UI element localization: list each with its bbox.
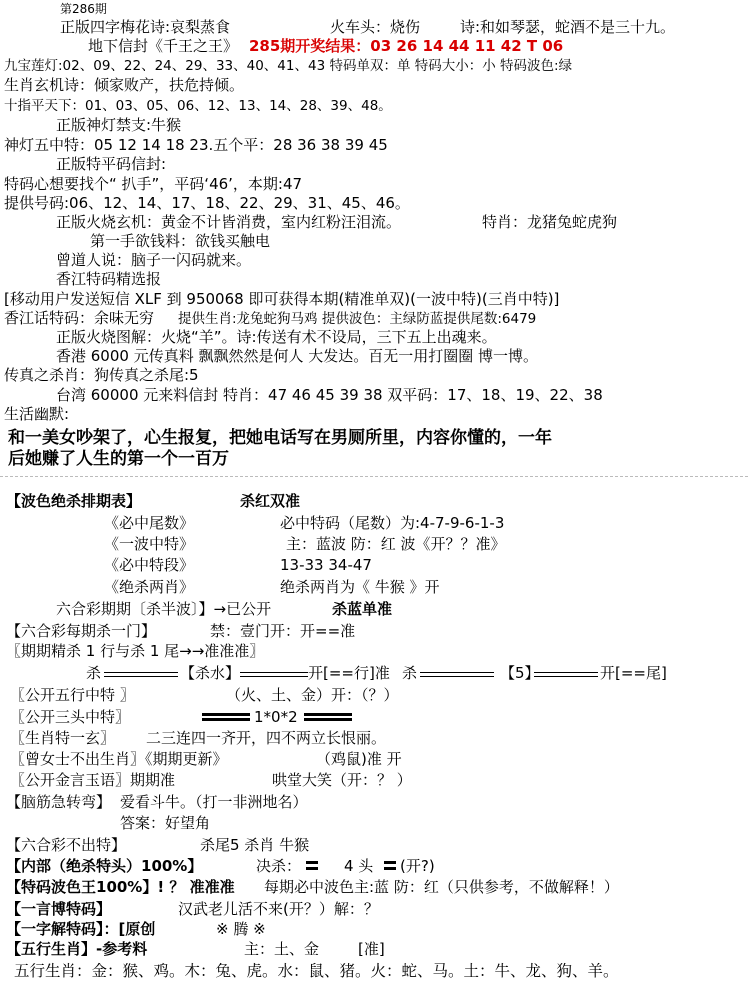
kill-red-double: 杀红双准 — [240, 492, 301, 510]
brain-teaser-answer: 答案：好望角 — [120, 814, 211, 832]
double-line-rule — [104, 664, 178, 682]
zodiac-riddle-line: 生肖玄机诗：倾家败产，扶危持倾。 — [4, 76, 245, 94]
no-special-value: 杀尾5 杀肖 牛猴 — [200, 836, 310, 854]
taiwan-envelope-line: 台湾 60000 元来料信封 特肖：47 46 45 39 38 双平码：17、18、19、22、38 — [56, 386, 603, 404]
kill-two-zodiac-label: 《绝杀两肖》 — [104, 578, 195, 596]
head-open-value: (开?) — [400, 857, 435, 875]
open-element-value: 开[==行]准 — [308, 664, 390, 682]
five-elements-title: 〖公开五行中特 〗 — [10, 686, 135, 704]
ms-zeng-value: （鸡鼠)准 开 — [316, 750, 402, 768]
one-wave-value: 主：蓝波 防：红 波《开？？准》 — [286, 535, 506, 553]
draw-result-banner: 285期开奖结果：03 26 14 44 11 42 T 06 — [249, 37, 564, 55]
one-wave-label: 《一波中特》 — [104, 535, 195, 553]
fax-kill-line: 传真之杀肖：狗传真之杀尾:5 — [4, 366, 199, 384]
three-heads-value: 1*0*2 — [254, 708, 298, 726]
xiangjiang-code-line: 香江话特码：余味无穷 — [4, 309, 155, 327]
double-line-rule — [420, 664, 494, 682]
kill-tail-tag: 【5】 — [500, 664, 540, 682]
fire-riddle-line: 正版火烧玄机：黄金不计皆消费，室内红粉汪泪流。 — [56, 213, 402, 231]
wave-king-title: 【特码波色王100%】! ？ 准准准 — [6, 878, 235, 896]
special-zodiac-line: 特肖：龙猪兔蛇虎狗 — [482, 213, 618, 231]
decisive-kill-label: 决杀： — [256, 857, 302, 875]
five-elements-value: （火、土、金）开：（？） — [226, 686, 399, 704]
humor-text-line-1: 和一美女吵架了，心生报复，把她电话写在男厕所里，内容你懂的，一年 — [8, 428, 552, 448]
humor-text-line-2: 后她赚了人生的第一个一百万 — [8, 449, 229, 469]
zeng-says-line: 曾道人说：脑子一闪码就来。 — [56, 251, 252, 269]
wave-color-table-title: 【波色绝杀排期表】 — [6, 492, 142, 510]
zodiac-mystery-title: 〖生肖特一玄〗 — [10, 729, 116, 747]
kill-two-zodiac-value: 绝杀两肖为《 牛猴 》开 — [280, 578, 440, 596]
ten-fingers-line: 十指平天下：01、03、05、06、12、13、14、28、39、48。 — [4, 98, 392, 114]
section-divider — [0, 476, 748, 477]
five-element-zodiac-list: 五行生肖：金：猴、鸡。木：兔、虎。水：鼠、猪。火：蛇、马。土：牛、龙、狗、羊。 — [14, 962, 619, 980]
three-heads-title: 〖公开三头中特〗 — [10, 708, 131, 726]
kill-blue-single: 杀蓝单准 — [332, 600, 393, 618]
first-hand-line: 第一手欲钱料：欲钱买触电 — [90, 232, 271, 250]
double-line-rule — [534, 664, 598, 682]
ms-zeng-title: 〖曾女士不出生肖〗《期期更新》 — [10, 750, 228, 768]
five-element-zodiac-title: 【五行生肖】-参考料 — [6, 940, 148, 958]
bar-marker — [384, 857, 396, 875]
must-tail-value: 必中特码（尾数）为:4-7-9-6-1-3 — [280, 514, 505, 532]
brain-teaser-question: 爱看斗牛。（打一非洲地名） — [120, 793, 308, 811]
provided-zodiac-line: 提供生肖:龙兔蛇狗马鸡 提供波色：主绿防蓝提供尾数:6479 — [178, 311, 537, 327]
poem-line: 诗:和如琴瑟，蛇酒不是三十九。 — [460, 18, 676, 36]
five-element-zodiac-accurate: [准] — [358, 940, 385, 958]
kill-water-prefix: 杀 — [86, 664, 102, 682]
kill-element-tail-title: 〖期期精杀 1 行与杀 1 尾→→准准准〗 — [6, 642, 265, 660]
zodiac-mystery-value: 二三连四一齐开，四不两立长恨丽。 — [146, 729, 387, 747]
one-char-value: ※ 腾 ※ — [216, 920, 266, 938]
golden-words-title: 〖公开金言玉语〗期期准 — [10, 771, 176, 789]
lamp-five-line: 神灯五中特：05 12 14 18 23.五个平：28 36 38 39 45 — [4, 136, 388, 154]
head-value: 4 头 — [344, 857, 374, 875]
wave-king-value: 每期必中波色主:蓝 防：红（只供参考，不做解释！） — [264, 878, 619, 896]
kill-tail-prefix: 杀 — [402, 664, 418, 682]
hongkong-fax-line: 香港 6000 元传真料 飘飘然然是何人 大发达。百无一用打圈圈 博一博。 — [56, 347, 539, 365]
bar-marker — [306, 857, 318, 875]
kill-water-tag: 【杀水】 — [180, 664, 241, 682]
lamp-ban-line: 正版神灯禁支:牛猴 — [56, 116, 182, 134]
provided-numbers-line: 提供号码:06、12、14、17、18、22、29、31、45、46。 — [4, 194, 410, 212]
must-segment-value: 13-33 34-47 — [280, 556, 372, 574]
special-code-wish-line: 特码心想要找个“ 扒手”，平码‘46’，本期:47 — [4, 175, 303, 193]
must-segment-label: 《必中特段》 — [104, 556, 195, 574]
fire-picture-line: 正版火烧图解：火烧“羊”。诗:传送有术不设局，三下五上出魂来。 — [56, 328, 497, 346]
humor-title: 生活幽默: — [4, 405, 70, 423]
flat-code-envelope-line: 正版特平码信封: — [56, 155, 167, 173]
bar-marker — [304, 708, 352, 726]
bar-marker — [202, 708, 250, 726]
open-tail-value: 开[==尾] — [600, 664, 667, 682]
issue-number: 第286期 — [60, 2, 107, 16]
one-word-bet-value: 汉武老儿活不来(开？）解：？ — [178, 900, 379, 918]
kill-one-gate-value: 禁：壹门开：开==准 — [210, 622, 356, 640]
half-wave-line: 六合彩期期〔杀半波〕】→已公开 — [56, 600, 272, 618]
one-word-bet-title: 【一言博特码】 — [6, 900, 112, 918]
five-element-zodiac-main: 主：土、金 — [244, 940, 320, 958]
kill-one-gate-title: 【六合彩每期杀一门】 — [6, 622, 157, 640]
golden-words-value: 哄堂大笑（开：？ ） — [272, 771, 412, 789]
plum-poem-line: 正版四字梅花诗:哀梨蒸食 — [60, 18, 231, 36]
no-special-title: 【六合彩不出特】 — [6, 836, 127, 854]
double-line-rule — [240, 664, 308, 682]
inner-kill-head-title: 【内部（绝杀特头）100%】 — [6, 857, 203, 875]
xiangjiang-title: 香江特码精选报 — [56, 270, 162, 288]
train-head-line: 火车头：烧伤 — [330, 18, 421, 36]
one-char-title: 【一字解特码】：[原创 — [6, 920, 156, 938]
sms-notice-line: [移动用户发送短信 XLF 到 950068 即可获得本期(精准单双)(一波中特)(三肖中特)] — [4, 290, 560, 308]
must-tail-label: 《必中尾数》 — [104, 514, 195, 532]
nine-lotus-line: 九宝莲灯:02、09、22、24、29、33、40、41、43 特码单双：单 特码大小：小 特码波色:绿 — [4, 58, 573, 74]
envelope-title: 地下信封《千王之王》 — [88, 37, 239, 55]
brain-teaser-title: 【脑筋急转弯】 — [6, 793, 112, 811]
